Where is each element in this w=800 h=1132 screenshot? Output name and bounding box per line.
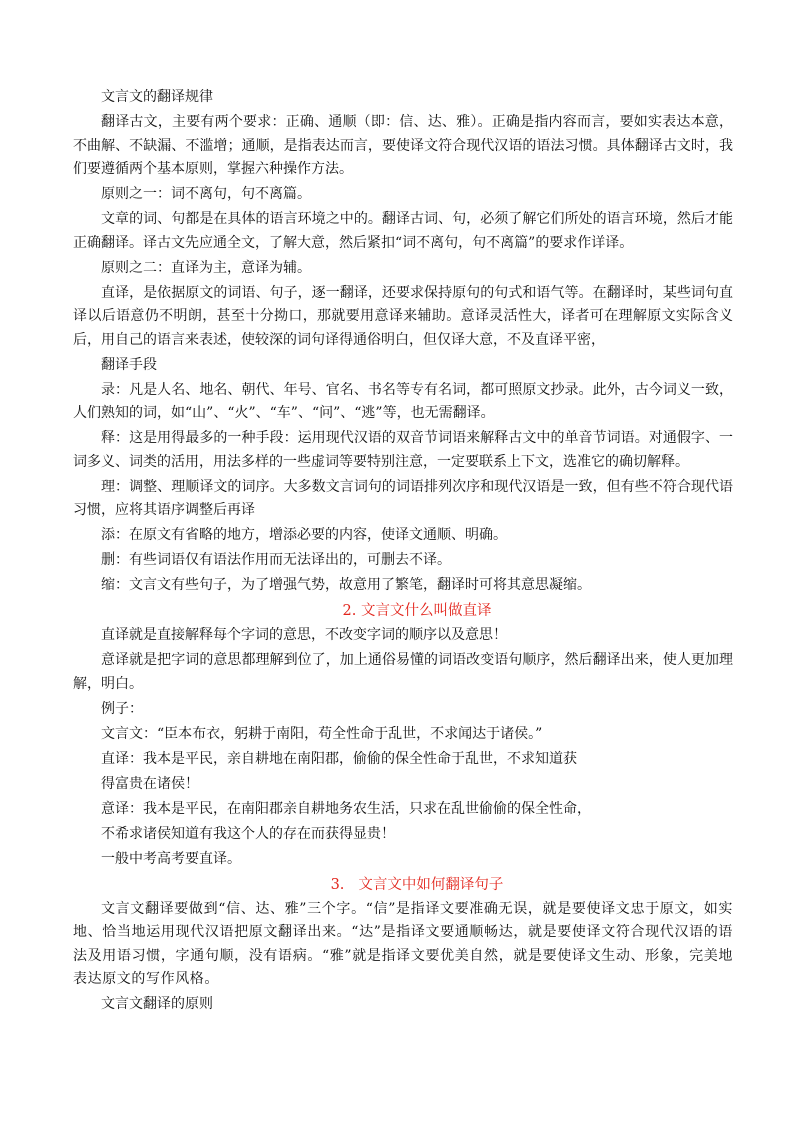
example-zhiyi-line2: 得富贵在诸侯！: [101, 775, 199, 792]
doc-title: 文言文的翻译规律: [101, 89, 213, 105]
zhiyi-definition: 直译就是直接解释每个字词的意思，不改变字词的顺序以及意思！: [101, 627, 507, 643]
section3-body: 文言文翻译要做到“信、达、雅”三个字。“信”是指译文要准确无误，就是要使译文忠于原文，如实地、恰当地运用现代汉语把原文翻译出来。“达”是指译文要通顺畅达，就是要使译文符合现代汉语的语法及用语习惯，字通句顺，没有语病。“雅”就是指译文要优美自然，就是要使译文生动、形象，完美地表达原文的写作风格。: [73, 900, 733, 987]
yiyi-definition: 意译就是把字词的意思都理解到位了，加上通俗易懂的词语改变语句顺序，然后翻译出来，使人更加理解，明白。: [73, 652, 733, 692]
exam-note: 一般中考高考要直译。: [101, 850, 241, 867]
principle2-title: 原则之二：直译为主，意译为辅。: [101, 259, 311, 276]
methods-title: 翻译手段: [101, 356, 157, 373]
example-yiyi-line2: 不希求诸侯知道有我这个人的存在而获得显贵！: [101, 825, 395, 842]
method-suo: 缩：文言文有些句子，为了增强气势，故意用了繁笔，翻译时可将其意思凝缩。: [101, 577, 591, 593]
section3-title: 文言文中如何翻译句子: [358, 876, 504, 893]
section3-number: 3.: [330, 876, 345, 893]
document-body: [73, 86, 733, 1018]
example-yiyi-line1: 意译：我本是平民，在南阳郡亲自耕地务农生活，只求在乱世偷偷的保全性命，: [101, 800, 591, 817]
method-li: 理：调整、理顺译文的词序。大多数文言词句的词语排列次序和现代汉语是一致，但有些不符合现代语习惯，应将其语序调整后再译: [73, 478, 733, 518]
principle1-title: 原则之一：词不离句，句不离篇。: [101, 186, 311, 202]
method-shan: 删：有些词语仅有语法作用而无法译出的，可删去不译。: [101, 552, 451, 568]
principle2-body: 直译，是依据原文的词语、句子，逐一翻译，还要求保持原句的句式和语气等。在翻译时，某些词句直译以后语意仍不明朗，甚至十分拗口，那就要用意译来辅助。意译灵活性大，译者可在理解原文实际含义后，用自己的语言来表述，使较深的词句译得通俗明白，但仅译大意，不及直译平密，: [73, 284, 733, 348]
intro-paragraph: 翻译古文，主要有两个要求：正确、通顺（即：信、达、雅）。正确是指内容而言，要如实表达本意，不曲解、不缺漏、不滥增；通顺，是指表达而言，要使译文符合现代汉语的语法习惯。具体翻译古文时，我们要遵循两个基本原则，掌握六种操作方法。: [73, 114, 733, 177]
section2-heading: 2. 文言文什么叫做直译: [342, 603, 492, 619]
section3-heading: [73, 873, 733, 897]
method-tian: 添：在原文有省略的地方，增添必要的内容，使译文通顺、明确。: [101, 527, 507, 543]
principle1-body: 文章的词、句都是在具体的语言环境之中的。翻译古词、句，必须了解它们所处的语言环境，然后才能正确翻译。译古文先应通全文，了解大意，然后紧扣“词不离句，句不离篇”的要求作详译。: [73, 211, 733, 251]
method-shi: 释：这是用得最多的一种手段：运用现代汉语的双音节词语来解释古文中的单音节词语。对通假字、一词多义、词类的活用，用法多样的一些虚词等要特别注意，一定要联系上下文，选准它的确切解释。: [73, 430, 733, 470]
example-original: 文言文：“臣本布衣，躬耕于南阳，苟全性命于乱世，不求闻达于诸侯。”: [101, 725, 543, 742]
example-zhiyi-line1: 直译：我本是平民，亲自耕地在南阳郡，偷偷的保全性命于乱世，不求知道获: [101, 750, 577, 767]
method-lu: 录：凡是人名、地名、朝代、年号、官名、书名等专有名词，都可照原文抄录。此外，古今词义一致，人们熟知的词，如“山”、“火”、“车”、“问”、“逃”等，也无需翻译。: [73, 381, 733, 421]
example-label: 例子：: [101, 700, 143, 717]
section3-principles-title: 文言文翻译的原则: [101, 996, 213, 1012]
